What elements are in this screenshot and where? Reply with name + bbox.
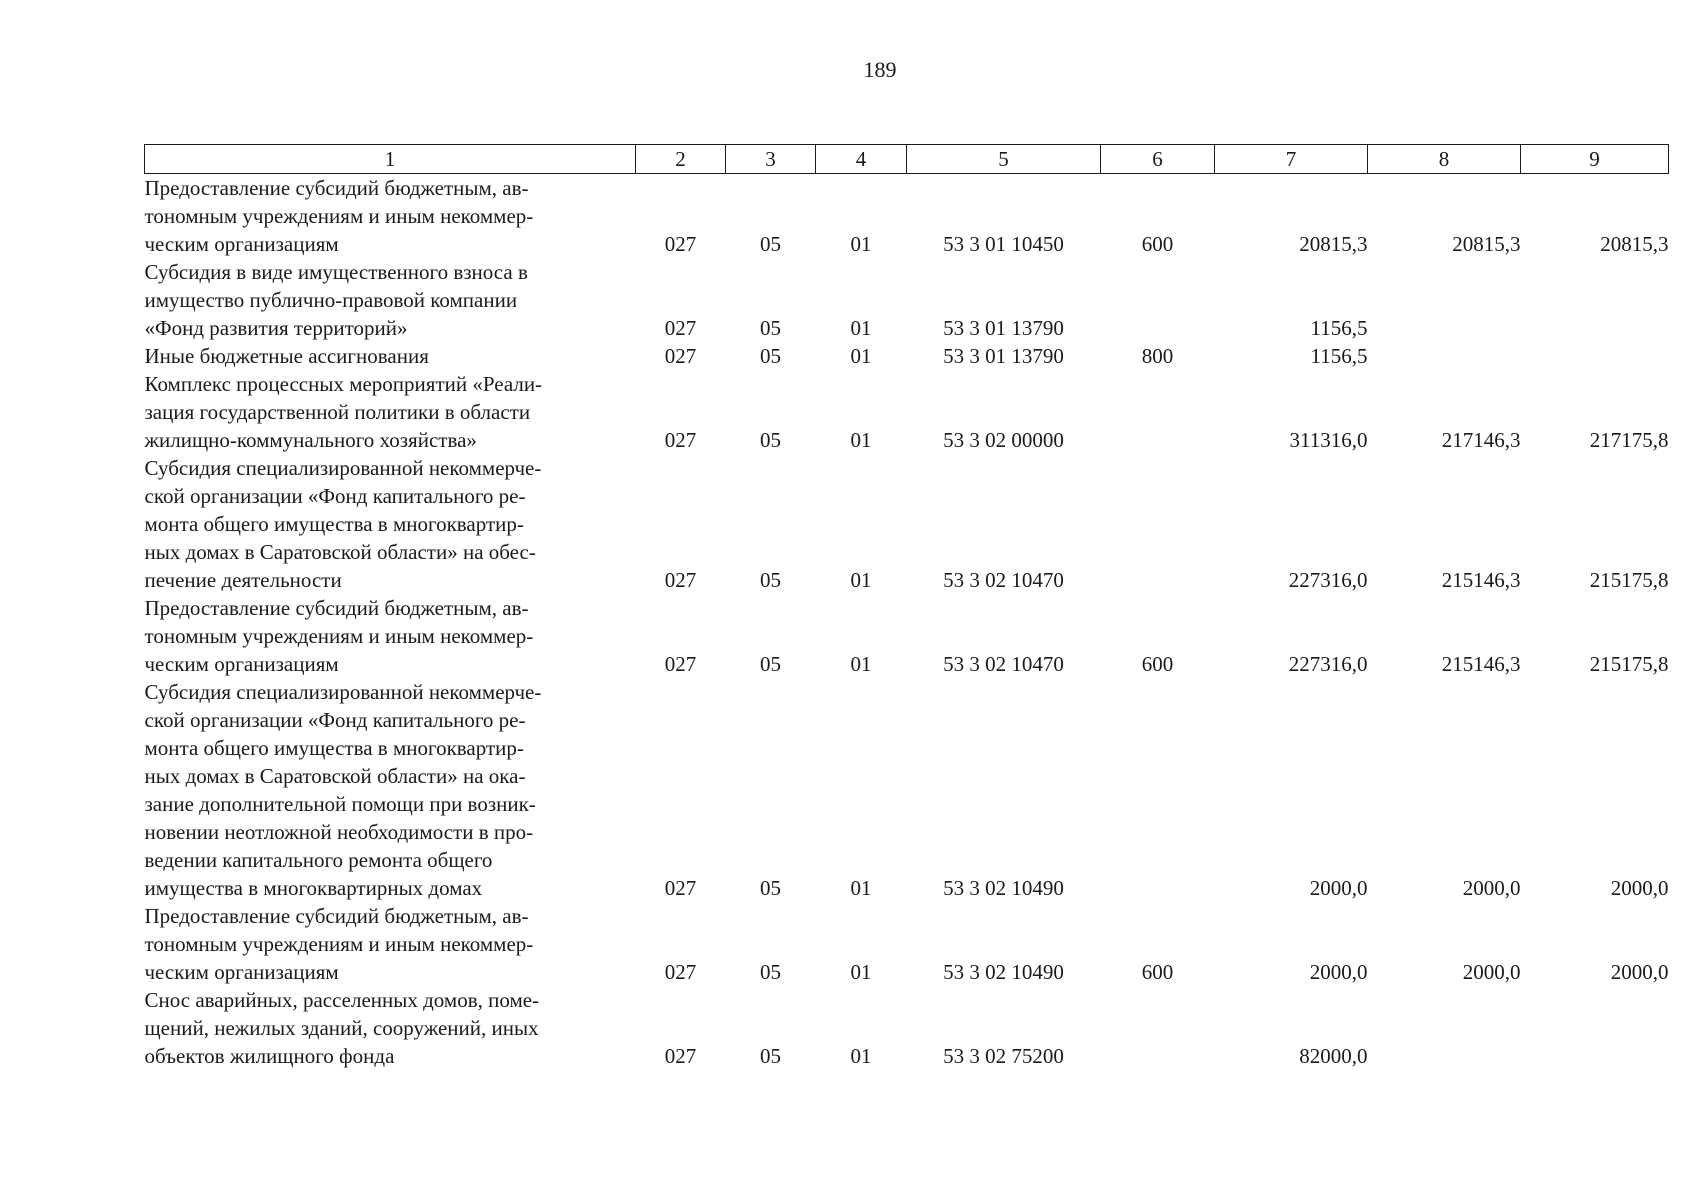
row-amount-col-9: 20815,3 bbox=[1600, 232, 1669, 256]
row-description-line: имущества в многоквартирных домах bbox=[144, 876, 483, 900]
table-row bbox=[145, 342, 1669, 370]
row-amount-col-7: 2000,0 bbox=[1309, 876, 1368, 900]
row-description bbox=[145, 342, 636, 370]
row-description-line: ных домах в Саратовской области» на обес- bbox=[144, 540, 536, 564]
row-description-line: ческим организациям bbox=[144, 960, 339, 984]
row-department-code: 027 bbox=[664, 344, 697, 368]
row-amount-col-9 bbox=[1521, 342, 1669, 370]
row-description bbox=[145, 174, 636, 259]
table-row bbox=[145, 902, 1669, 986]
row-subsection-code: 01 bbox=[850, 344, 872, 368]
row-department-code: 027 bbox=[664, 428, 697, 452]
row-amount-col-8 bbox=[1368, 258, 1521, 342]
row-expense-type-code: 600 bbox=[1141, 232, 1174, 256]
row-description-line: тономным учреждениям и иным некоммер- bbox=[144, 932, 534, 956]
row-description-line: Предоставление субсидий бюджетным, ав- bbox=[144, 596, 529, 620]
row-section-code: 05 bbox=[760, 960, 781, 984]
row-amount-col-8: 215146,3 bbox=[1441, 652, 1521, 676]
row-description-line: монта общего имущества в многоквартир- bbox=[144, 736, 524, 760]
row-amount-col-7: 20815,3 bbox=[1299, 232, 1368, 256]
row-description-line: объектов жилищного фонда bbox=[144, 1044, 395, 1068]
row-subsection-code: 01 bbox=[850, 568, 872, 592]
row-department-code: 027 bbox=[664, 876, 697, 900]
row-target-article-code: 53 3 02 75200 bbox=[943, 1044, 1064, 1068]
row-target-article-code: 53 3 01 10450 bbox=[943, 232, 1064, 256]
row-amount-col-7: 1156,5 bbox=[1310, 316, 1368, 340]
row-department-code: 027 bbox=[664, 652, 697, 676]
row-department-code: 027 bbox=[664, 568, 697, 592]
row-section-code: 05 bbox=[760, 232, 781, 256]
row-expense-type-code: 800 bbox=[1141, 344, 1174, 368]
table-row bbox=[145, 454, 1669, 594]
row-department-code: 027 bbox=[664, 316, 697, 340]
row-amount-col-7: 227316,0 bbox=[1288, 652, 1368, 676]
column-header-2: 2 bbox=[636, 145, 726, 174]
row-description-line: новении неотложной необходимости в про- bbox=[144, 820, 534, 844]
row-amount-col-8: 2000,0 bbox=[1462, 876, 1521, 900]
row-section-code: 05 bbox=[760, 876, 781, 900]
row-target-article-code: 53 3 01 13790 bbox=[943, 344, 1064, 368]
row-subsection-code: 01 bbox=[850, 232, 872, 256]
row-amount-col-7: 227316,0 bbox=[1288, 568, 1368, 592]
row-expense-type-code: 600 bbox=[1141, 652, 1174, 676]
row-expense-type-code bbox=[1101, 986, 1215, 1070]
row-description-line: Субсидия специализированной некоммерче- bbox=[144, 680, 542, 704]
row-description-line: Предоставление субсидий бюджетным, ав- bbox=[144, 176, 529, 200]
row-subsection-code: 01 bbox=[850, 652, 872, 676]
row-target-article-code: 53 3 01 13790 bbox=[943, 316, 1064, 340]
row-description-line: Иные бюджетные ассигнования bbox=[144, 344, 429, 368]
row-description bbox=[145, 678, 636, 902]
row-section-code: 05 bbox=[760, 652, 781, 676]
row-description-line: ческим организациям bbox=[144, 232, 339, 256]
row-amount-col-7: 311316,0 bbox=[1289, 428, 1368, 452]
row-expense-type-code bbox=[1101, 454, 1215, 594]
table-row bbox=[145, 370, 1669, 454]
row-description-line: Субсидия специализированной некоммерче- bbox=[144, 456, 542, 480]
row-description-line: ведении капитального ремонта общего bbox=[144, 848, 493, 872]
row-expense-type-code: 600 bbox=[1141, 960, 1174, 984]
budget-table bbox=[144, 144, 1669, 1070]
row-target-article-code: 53 3 02 10490 bbox=[943, 876, 1064, 900]
row-description-line: ных домах в Саратовской области» на ока- bbox=[144, 764, 526, 788]
row-amount-col-7: 1156,5 bbox=[1310, 344, 1368, 368]
row-amount-col-8: 215146,3 bbox=[1441, 568, 1521, 592]
row-amount-col-9: 217175,8 bbox=[1589, 428, 1669, 452]
row-description bbox=[145, 370, 636, 454]
row-description bbox=[145, 594, 636, 678]
column-header-3: 3 bbox=[726, 145, 816, 174]
row-amount-col-8 bbox=[1368, 342, 1521, 370]
row-description-line: имущество публично-правовой компании bbox=[144, 288, 518, 312]
row-amount-col-9: 2000,0 bbox=[1610, 876, 1669, 900]
row-amount-col-8: 2000,0 bbox=[1462, 960, 1521, 984]
row-target-article-code: 53 3 02 00000 bbox=[943, 428, 1064, 452]
table-row bbox=[145, 986, 1669, 1070]
row-section-code: 05 bbox=[760, 1044, 781, 1068]
row-description-line: Предоставление субсидий бюджетным, ав- bbox=[144, 904, 529, 928]
table-header-row bbox=[145, 145, 1669, 174]
table-row bbox=[145, 594, 1669, 678]
column-header-4: 4 bbox=[816, 145, 907, 174]
row-description bbox=[145, 454, 636, 594]
row-description-line: тономным учреждениям и иным некоммер- bbox=[144, 204, 534, 228]
table-row bbox=[145, 174, 1669, 259]
row-target-article-code: 53 3 02 10470 bbox=[943, 652, 1064, 676]
column-header-6: 6 bbox=[1101, 145, 1215, 174]
row-description-line: печение деятельности bbox=[144, 568, 342, 592]
column-header-9: 9 bbox=[1521, 145, 1669, 174]
page-number: 189 bbox=[863, 57, 897, 82]
row-description-line: Комплекс процессных мероприятий «Реали- bbox=[144, 372, 543, 396]
column-header-7: 7 bbox=[1215, 145, 1368, 174]
row-subsection-code: 01 bbox=[850, 428, 872, 452]
row-description bbox=[145, 986, 636, 1070]
row-section-code: 05 bbox=[760, 428, 781, 452]
row-target-article-code: 53 3 02 10470 bbox=[943, 568, 1064, 592]
row-description-line: ской организации «Фонд капитального ре- bbox=[144, 484, 526, 508]
row-subsection-code: 01 bbox=[850, 960, 872, 984]
row-amount-col-9: 215175,8 bbox=[1589, 652, 1669, 676]
row-amount-col-8: 20815,3 bbox=[1452, 232, 1521, 256]
row-section-code: 05 bbox=[760, 316, 781, 340]
row-amount-col-8: 217146,3 bbox=[1441, 428, 1521, 452]
column-header-1: 1 bbox=[145, 145, 636, 174]
row-description-line: ческим организациям bbox=[144, 652, 339, 676]
row-subsection-code: 01 bbox=[850, 316, 872, 340]
row-amount-col-7: 2000,0 bbox=[1309, 960, 1368, 984]
row-description-line: зание дополнительной помощи при возник- bbox=[144, 792, 536, 816]
row-expense-type-code bbox=[1101, 258, 1215, 342]
row-description-line: зация государственной политики в области bbox=[144, 400, 531, 424]
row-amount-col-9 bbox=[1521, 258, 1669, 342]
table-row bbox=[145, 258, 1669, 342]
row-amount-col-8 bbox=[1368, 986, 1521, 1070]
row-expense-type-code bbox=[1101, 678, 1215, 902]
row-expense-type-code bbox=[1101, 370, 1215, 454]
row-description-line: ской организации «Фонд капитального ре- bbox=[144, 708, 526, 732]
row-description-line: жилищно-коммунального хозяйства» bbox=[144, 428, 477, 452]
row-description-line: Снос аварийных, расселенных домов, поме- bbox=[144, 988, 540, 1012]
row-description-line: «Фонд развития территорий» bbox=[144, 316, 408, 340]
column-header-8: 8 bbox=[1368, 145, 1521, 174]
row-description-line: монта общего имущества в многоквартир- bbox=[144, 512, 524, 536]
row-description bbox=[145, 902, 636, 986]
row-section-code: 05 bbox=[760, 568, 781, 592]
row-subsection-code: 01 bbox=[850, 1044, 872, 1068]
row-department-code: 027 bbox=[664, 1044, 697, 1068]
row-description-line: Субсидия в виде имущественного взноса в bbox=[144, 260, 528, 284]
table-body bbox=[145, 174, 1669, 1071]
row-amount-col-9: 215175,8 bbox=[1589, 568, 1669, 592]
row-department-code: 027 bbox=[664, 960, 697, 984]
row-description-line: щений, нежилых зданий, сооружений, иных bbox=[144, 1016, 539, 1040]
row-description-line: тономным учреждениям и иным некоммер- bbox=[144, 624, 534, 648]
row-amount-col-9 bbox=[1521, 986, 1669, 1070]
column-header-5: 5 bbox=[907, 145, 1101, 174]
table-row bbox=[145, 678, 1669, 902]
row-subsection-code: 01 bbox=[850, 876, 872, 900]
row-department-code: 027 bbox=[664, 232, 697, 256]
row-target-article-code: 53 3 02 10490 bbox=[943, 960, 1064, 984]
row-amount-col-7: 82000,0 bbox=[1299, 1044, 1368, 1068]
row-amount-col-9: 2000,0 bbox=[1610, 960, 1669, 984]
row-description bbox=[145, 258, 636, 342]
row-section-code: 05 bbox=[760, 344, 781, 368]
